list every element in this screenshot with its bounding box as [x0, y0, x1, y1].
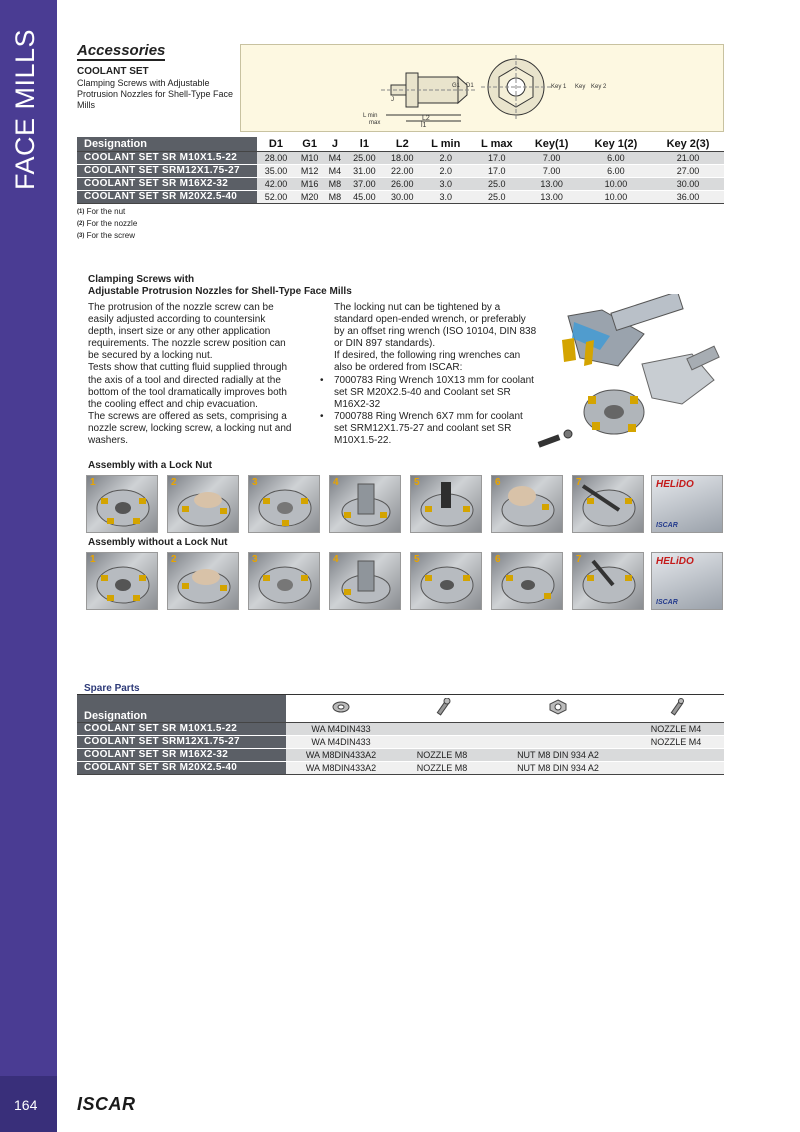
product-title: COOLANT SET — [77, 66, 149, 77]
table-row — [77, 164, 724, 177]
table-cell: COOLANT SET SRM12X1.75-27 — [77, 164, 257, 177]
table-cell: 30.00 — [652, 177, 724, 190]
table-cell: 42.00 — [257, 177, 295, 190]
table-cell: 36.00 — [652, 190, 724, 203]
table-cell — [488, 735, 628, 748]
assembly-without-nut-row — [86, 552, 722, 610]
assembly-photo: 1 — [86, 552, 158, 610]
tool-illustration — [532, 294, 728, 454]
table-cell: 18.00 — [383, 151, 421, 164]
table-cell: WA M8DIN433A2 — [286, 761, 396, 774]
sidebar — [0, 0, 57, 1132]
table-cell: 30.00 — [383, 190, 421, 203]
assembly-photo: 7 — [572, 475, 644, 533]
spare-parts-title: Spare Parts — [84, 683, 140, 694]
table-cell: 13.00 — [523, 177, 580, 190]
table-row — [77, 722, 724, 735]
table-cell: 10.00 — [580, 190, 652, 203]
col-designation: Designation — [77, 137, 257, 151]
table-cell: M12 — [295, 164, 324, 177]
col-key1: Key 1(2) — [580, 137, 652, 151]
assembly-photo: 6 — [491, 552, 563, 610]
col-lmax: L max — [470, 137, 523, 151]
table-cell: 17.0 — [470, 164, 523, 177]
assembly-with-nut-row — [86, 475, 722, 533]
table-cell: 27.00 — [652, 164, 724, 177]
table-cell: 21.00 — [652, 151, 724, 164]
footnotes — [77, 206, 137, 242]
col-key2: Key 2(3) — [652, 137, 724, 151]
nut-icon — [488, 695, 628, 722]
label-key: Key — [575, 84, 586, 90]
table-cell: 31.00 — [345, 164, 383, 177]
table-cell: 25.0 — [470, 177, 523, 190]
sidebar-title-text: FACE MILLS — [10, 28, 40, 190]
helido-logo: HELiDO ISCAR — [651, 552, 723, 610]
footnote: $^{(3)}$ For the screw — [77, 231, 136, 240]
table-row — [77, 151, 724, 164]
footnote: $^{(1)}$ For the nut — [77, 207, 126, 216]
table-row — [77, 748, 724, 761]
nozzle-icon — [628, 695, 724, 722]
col-g1: G1 — [295, 137, 324, 151]
table-cell — [396, 735, 488, 748]
table-row — [77, 735, 724, 748]
table-cell: COOLANT SET SR M16X2-32 — [77, 748, 286, 761]
col-designation: Designation — [77, 695, 286, 722]
table-cell: NOZZLE M8 — [396, 761, 488, 774]
table-cell: 6.00 — [580, 164, 652, 177]
table-cell: NOZZLE M4 — [628, 722, 724, 735]
col-key: Key(1) — [523, 137, 580, 151]
label-key1: Key 1 — [551, 84, 567, 90]
assembly-photo: 4 — [329, 475, 401, 533]
label-l2: L2 — [422, 115, 430, 122]
table-cell: 52.00 — [257, 190, 295, 203]
label-d1: D1 — [466, 83, 474, 89]
table-cell: 37.00 — [345, 177, 383, 190]
description-column-1: The protrusion of the nozzle screw can be easily adjusted according to countersink depth, insert size or any other application requirements. The nozzle screw position can be secured by a locking nut. Tests show that cutting fluid supplied through the axis of a tool and directed radially at the bottom of the tool dramatically improves both the cooling effect and chip evacuation. The screws are offered as sets, comprising a nozzle screw, locking screw, a locking nut and washers. — [88, 302, 292, 447]
label-lmax: max — [369, 120, 381, 126]
washer-icon — [286, 695, 396, 722]
sidebar-title — [6, 28, 52, 200]
table-cell: 6.00 — [580, 151, 652, 164]
product-subtitle: Clamping Screws with Adjustable Protrusion Nozzles for Shell-Type Face Mills — [77, 78, 234, 110]
table-cell: M4 — [324, 151, 345, 164]
table-row — [77, 761, 724, 774]
coolant-set-table — [77, 137, 724, 204]
table-cell: M4 — [324, 164, 345, 177]
table-cell: NUT M8 DIN 934 A2 — [488, 761, 628, 774]
table-cell: M8 — [324, 177, 345, 190]
assembly-without-nut-label: Assembly without a Lock Nut — [88, 537, 228, 548]
table-cell: 25.00 — [345, 151, 383, 164]
table-cell: 10.00 — [580, 177, 652, 190]
table-row — [77, 177, 724, 190]
list-item: • 7000783 Ring Wrench 10X13 mm for coolant set SR M20X2.5-40 and Coolant set SR M16X2-32 — [320, 374, 534, 410]
section-title: Accessories — [77, 42, 166, 59]
table-cell: 22.00 — [383, 164, 421, 177]
spare-parts-table — [77, 695, 724, 775]
assembly-with-nut-label: Assembly with a Lock Nut — [88, 460, 212, 471]
table-row — [77, 190, 724, 203]
brand-logo: ISCAR — [77, 1094, 136, 1114]
table-cell: 7.00 — [523, 151, 580, 164]
label-g1: G1 — [452, 83, 461, 89]
label-j: J — [391, 97, 394, 103]
assembly-photo: 6 — [491, 475, 563, 533]
table-cell: NOZZLE M4 — [628, 735, 724, 748]
table-cell: WA M8DIN433A2 — [286, 748, 396, 761]
table-cell: COOLANT SET SR M10X1.5-22 — [77, 151, 257, 164]
label-key2: Key 2 — [591, 84, 607, 90]
table-cell: 2.0 — [421, 164, 470, 177]
col-l1: l1 — [345, 137, 383, 151]
table-cell: NOZZLE M8 — [396, 748, 488, 761]
table-cell: 25.0 — [470, 190, 523, 203]
description-heading: Clamping Screws with Adjustable Protrusion Nozzles for Shell-Type Face Mills — [88, 274, 352, 297]
table-cell: 7.00 — [523, 164, 580, 177]
table-cell: COOLANT SET SR M20X2.5-40 — [77, 761, 286, 774]
table-cell — [488, 722, 628, 735]
assembly-photo: 4 — [329, 552, 401, 610]
assembly-photo: 7 — [572, 552, 644, 610]
table-cell — [396, 722, 488, 735]
table-cell: 45.00 — [345, 190, 383, 203]
table-cell: WA M4DIN433 — [286, 735, 396, 748]
label-lmin: L min — [363, 113, 378, 119]
list-item: • 7000788 Ring Wrench 6X7 mm for coolant set SRM12X1.75-27 and coolant set SR M10X1.5-22. — [320, 410, 523, 447]
assembly-photo: 1 — [86, 475, 158, 533]
table-cell: 13.00 — [523, 190, 580, 203]
table-cell: NUT M8 DIN 934 A2 — [488, 748, 628, 761]
table-cell: M20 — [295, 190, 324, 203]
table-cell: M16 — [295, 177, 324, 190]
table-cell: WA M4DIN433 — [286, 722, 396, 735]
assembly-photo: 2 — [167, 552, 239, 610]
technical-drawing — [240, 44, 724, 132]
table-cell: M10 — [295, 151, 324, 164]
assembly-photo: 5 — [410, 552, 482, 610]
table-cell: COOLANT SET SR M10X1.5-22 — [77, 722, 286, 735]
table-cell: 35.00 — [257, 164, 295, 177]
table-cell: COOLANT SET SR M20X2.5-40 — [77, 190, 257, 203]
table-cell: COOLANT SET SRM12X1.75-27 — [77, 735, 286, 748]
table-cell: M8 — [324, 190, 345, 203]
assembly-photo: 3 — [248, 475, 320, 533]
table-cell: 2.0 — [421, 151, 470, 164]
table-cell — [628, 748, 724, 761]
helido-logo: HELiDO ISCAR — [651, 475, 723, 533]
col-j: J — [324, 137, 345, 151]
nozzle-screw-icon — [396, 695, 488, 722]
col-d1: D1 — [257, 137, 295, 151]
assembly-photo: 5 — [410, 475, 482, 533]
table-cell: 3.0 — [421, 190, 470, 203]
label-l1: l1 — [421, 122, 427, 129]
table-cell: COOLANT SET SR M16X2-32 — [77, 177, 257, 190]
table-cell: 28.00 — [257, 151, 295, 164]
assembly-photo: 3 — [248, 552, 320, 610]
drawing-svg — [241, 45, 725, 133]
table-cell: 26.00 — [383, 177, 421, 190]
table-cell — [628, 761, 724, 774]
table-cell: 17.0 — [470, 151, 523, 164]
col-l2: L2 — [383, 137, 421, 151]
assembly-photo: 2 — [167, 475, 239, 533]
description-column-2: The locking nut can be tightened by a standard open-ended wrench, or preferably by an offset ring wrench (ISO 10104, DIN 838 or DIN 897 standards). If desired, the following ring wrenches can also be ordered from ISCAR: • 7000783 Ring Wrench 10X13 mm for coolant set SR M20X2.5-40 and Coolant set SR M16X2-32 • 7000788 Ring Wrench 6X7 mm for coolant set SRM12X1.75-27 and coolant set SR M10X1.5-22. — [334, 302, 554, 447]
page-number: 164 — [14, 1097, 38, 1113]
footnote: $^{(2)}$ For the nozzle — [77, 219, 138, 228]
table-cell: 3.0 — [421, 177, 470, 190]
col-lmin: L min — [421, 137, 470, 151]
